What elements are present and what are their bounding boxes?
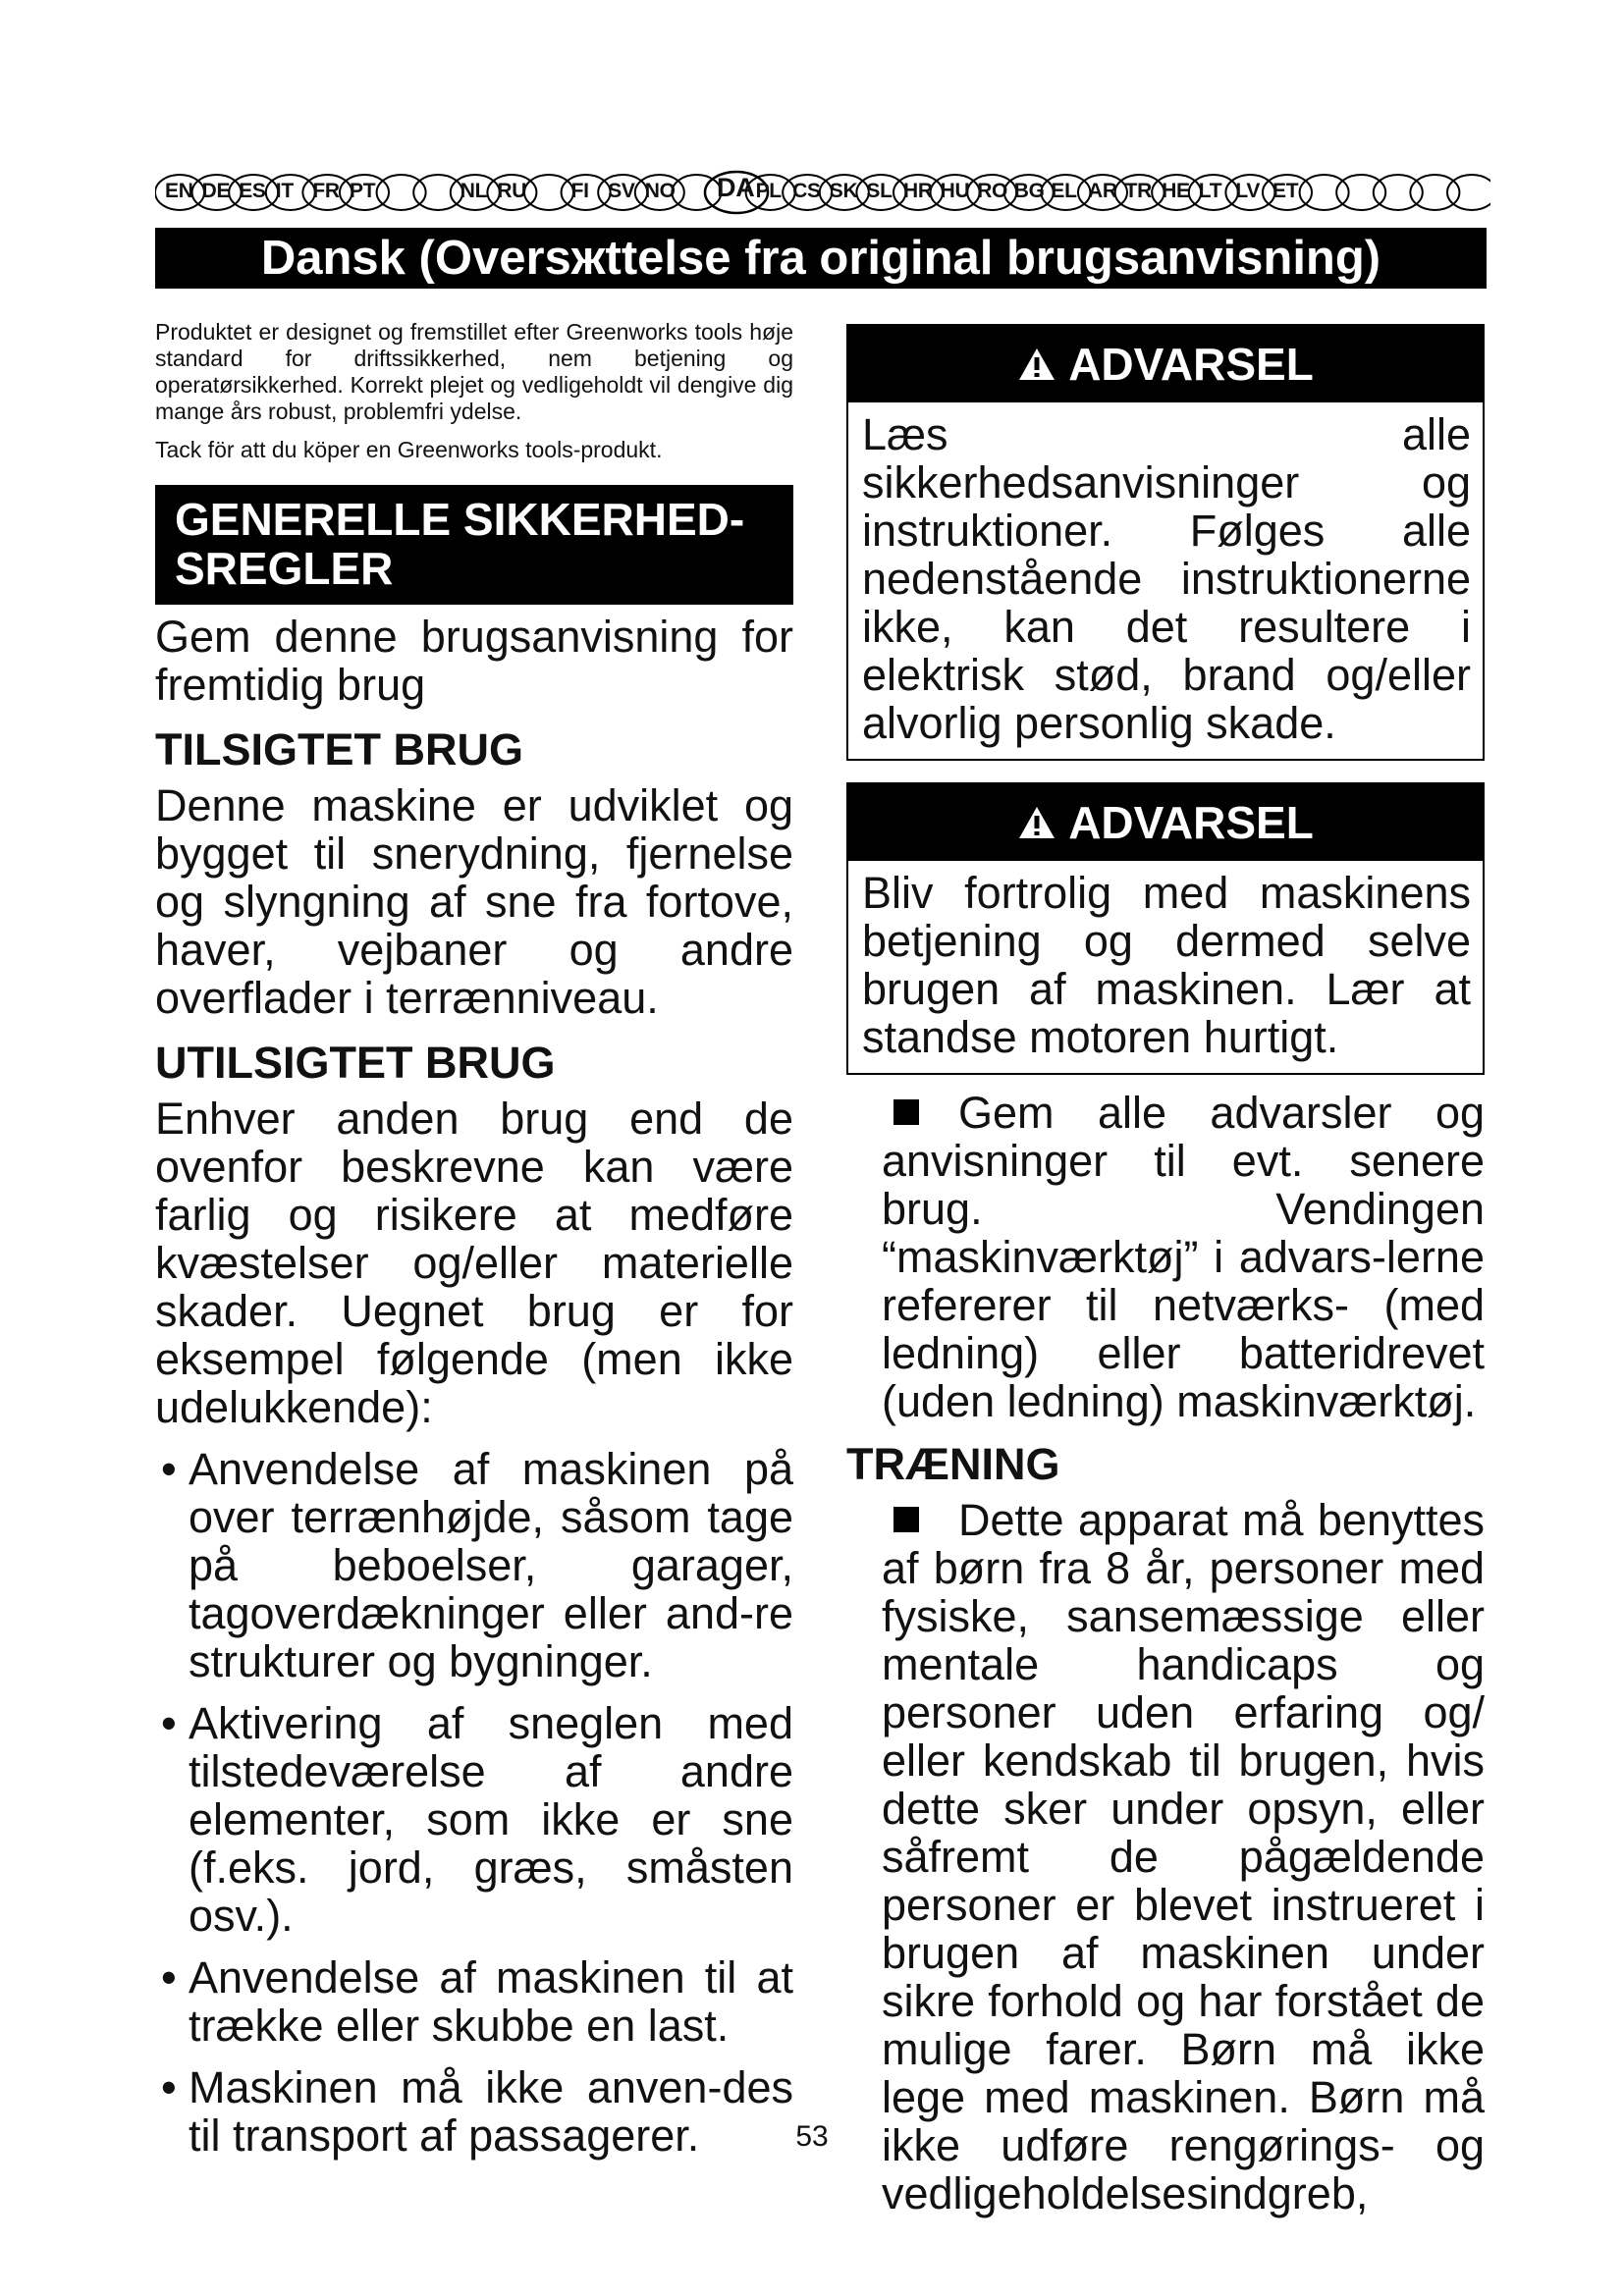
- language-tab-en[interactable]: EN: [165, 180, 193, 202]
- language-tab-lt[interactable]: LT: [1198, 180, 1222, 202]
- unintended-use-text: Enhver anden brug end de ovenfor beskrevne kan være farlig og risikere at medføre kvæstelser og/eller materielle skader. Uegnet brug er for eksempel følgende (men ikke udelukkende):: [155, 1094, 793, 1432]
- warning-header: [848, 326, 1483, 402]
- page-title: Dansk (Oversжttelse fra original brugsanvisning): [155, 228, 1487, 289]
- language-tab-fi[interactable]: FI: [570, 180, 589, 202]
- language-tab-outline: [1447, 175, 1490, 210]
- training-heading: TRÆNING: [846, 1439, 1060, 1489]
- language-tab-outline: [1300, 175, 1349, 210]
- language-tab-ro[interactable]: RO: [977, 180, 1008, 202]
- warning-header: [848, 784, 1483, 861]
- warning-label: ADVARSEL: [1068, 797, 1314, 848]
- language-tab-ru[interactable]: RU: [497, 180, 527, 202]
- language-tab-fr[interactable]: FR: [312, 180, 340, 202]
- language-tab-nl[interactable]: NL: [460, 180, 488, 202]
- language-tab-ar[interactable]: AR: [1088, 180, 1117, 202]
- language-tab-outline: [413, 175, 462, 210]
- language-tab-sv[interactable]: SV: [608, 180, 635, 202]
- language-tab-outline: [1336, 175, 1385, 210]
- list-item: • Anvendelse af maskinen til at trække eller skubbe en last.: [155, 1953, 793, 2050]
- warning-text: Læs alle sikkerhedsanvisninger og instruktioner. Følges alle nedenstående instruktionerne ikke, kan det resultere i elektrisk stød, brand og/eller alvorlig personlig skade.: [862, 409, 1471, 748]
- language-tab-sk[interactable]: SK: [829, 180, 858, 202]
- keep-warnings-item: [846, 1089, 1485, 1425]
- language-tab-outline: [672, 175, 721, 210]
- warning-box-1: [846, 324, 1485, 761]
- language-tab-it[interactable]: IT: [275, 180, 294, 202]
- training-text: Dette apparat må benyttes af børn fra 8 år, personer med fysiske, sansemæssige eller mentale handicaps og personer uden erfaring og/ eller kendskab til brugen, hvis dette sker under opsyn, eller såfremt de pågældende personer er blevet instrueret i brugen af maskinen under sikre forhold og har forstået de mulige farer. Børn må ikke lege med maskinen. Børn må ikke udføre rengørings- og vedligeholdelsesindgreb,: [882, 1495, 1485, 2218]
- intended-use-heading: TILSIGTET BRUG: [155, 724, 523, 774]
- intended-use-text: Denne maskine er udviklet og bygget til snerydning, fjernelse og slyngning af sne fra fortove, haver, vejbaner og andre overflader i terrænniveau.: [155, 780, 793, 1023]
- language-tab-lv[interactable]: LV: [1235, 180, 1261, 202]
- list-item: • Anvendelse af maskinen på over terrænhøjde, såsom tage på beboelser, garager, tagoverdækninger eller and-re strukturer og bygninger.: [155, 1445, 793, 1685]
- language-tab-no[interactable]: NO: [644, 180, 676, 202]
- language-tab-hr[interactable]: HR: [903, 180, 933, 202]
- language-tab-cs[interactable]: CS: [792, 180, 821, 202]
- language-tab-outline: [1374, 175, 1423, 210]
- intro-paragraph: Produktet er designet og fremstillet efter Greenworks tools høje standard for driftssikkerhed, nem betjening og operatørsikkerhed. Korrekt plejet og vedligeholdt vil dengive dig mange års robust, problemfri ydelse.: [155, 319, 793, 424]
- general-safety-heading: GENERELLE SIKKERHED-SREGLER: [155, 485, 793, 605]
- language-tab-de[interactable]: DE: [201, 180, 231, 202]
- language-tab-outline: [524, 175, 573, 210]
- warning-text: Bliv fortrolig med maskinens betjening og dermed selve brugen af maskinen. Lær at standse motoren hurtigt.: [862, 868, 1471, 1062]
- unintended-use-heading: UTILSIGTET BRUG: [155, 1038, 556, 1088]
- language-tab-pt[interactable]: PT: [350, 180, 376, 202]
- keep-manual-text: Gem denne brugsanvisning for fremtidig brug: [155, 612, 793, 710]
- square-bullet-icon: [893, 1507, 919, 1532]
- language-tab-outline: [1410, 175, 1459, 210]
- warning-box-2: [846, 782, 1485, 1075]
- language-tab-tr[interactable]: TR: [1124, 180, 1152, 202]
- warning-label: ADVARSEL: [1068, 339, 1314, 390]
- language-tab-hu[interactable]: HU: [940, 180, 970, 202]
- page-number: 53: [795, 2120, 829, 2153]
- language-tab-sl[interactable]: SL: [866, 180, 893, 202]
- warning-triangle-icon: [1017, 805, 1056, 840]
- thanks-text: Tack för att du köper en Greenworks tools-produkt.: [155, 437, 663, 462]
- language-tab-es[interactable]: ES: [239, 180, 266, 202]
- keep-warnings-text: Gem alle advarsler og anvisninger til evt. senere brug. Vendingen “maskinværktøj” i advars-lerne refererer til netværks- (med ledning) eller batteridrevet (uden ledning) maskinværktøj.: [882, 1088, 1485, 1426]
- square-bullet-icon: [893, 1099, 919, 1125]
- language-tab-pl[interactable]: PL: [755, 180, 782, 202]
- unintended-use-list: [155, 1445, 793, 2160]
- language-tab-outline: [377, 175, 426, 210]
- list-item: • Maskinen må ikke anven-des til transport af passagerer.: [155, 2063, 793, 2160]
- list-item: • Aktivering af sneglen med tilstedeværelse af andre elementer, som ikke er sne (f.eks. jord, græs, småsten osv.).: [155, 1699, 793, 1940]
- language-tab-et[interactable]: ET: [1272, 180, 1299, 202]
- language-tab-he[interactable]: HE: [1162, 180, 1190, 202]
- right-column: [846, 324, 1485, 2217]
- language-tab-da[interactable]: DA: [717, 173, 755, 202]
- training-item: [846, 1496, 1485, 2217]
- left-column: [155, 319, 793, 2173]
- language-tab-bg[interactable]: BG: [1013, 180, 1045, 202]
- warning-triangle-icon: [1017, 347, 1056, 382]
- language-tabs: [155, 169, 1490, 216]
- language-tab-el[interactable]: EL: [1051, 180, 1077, 202]
